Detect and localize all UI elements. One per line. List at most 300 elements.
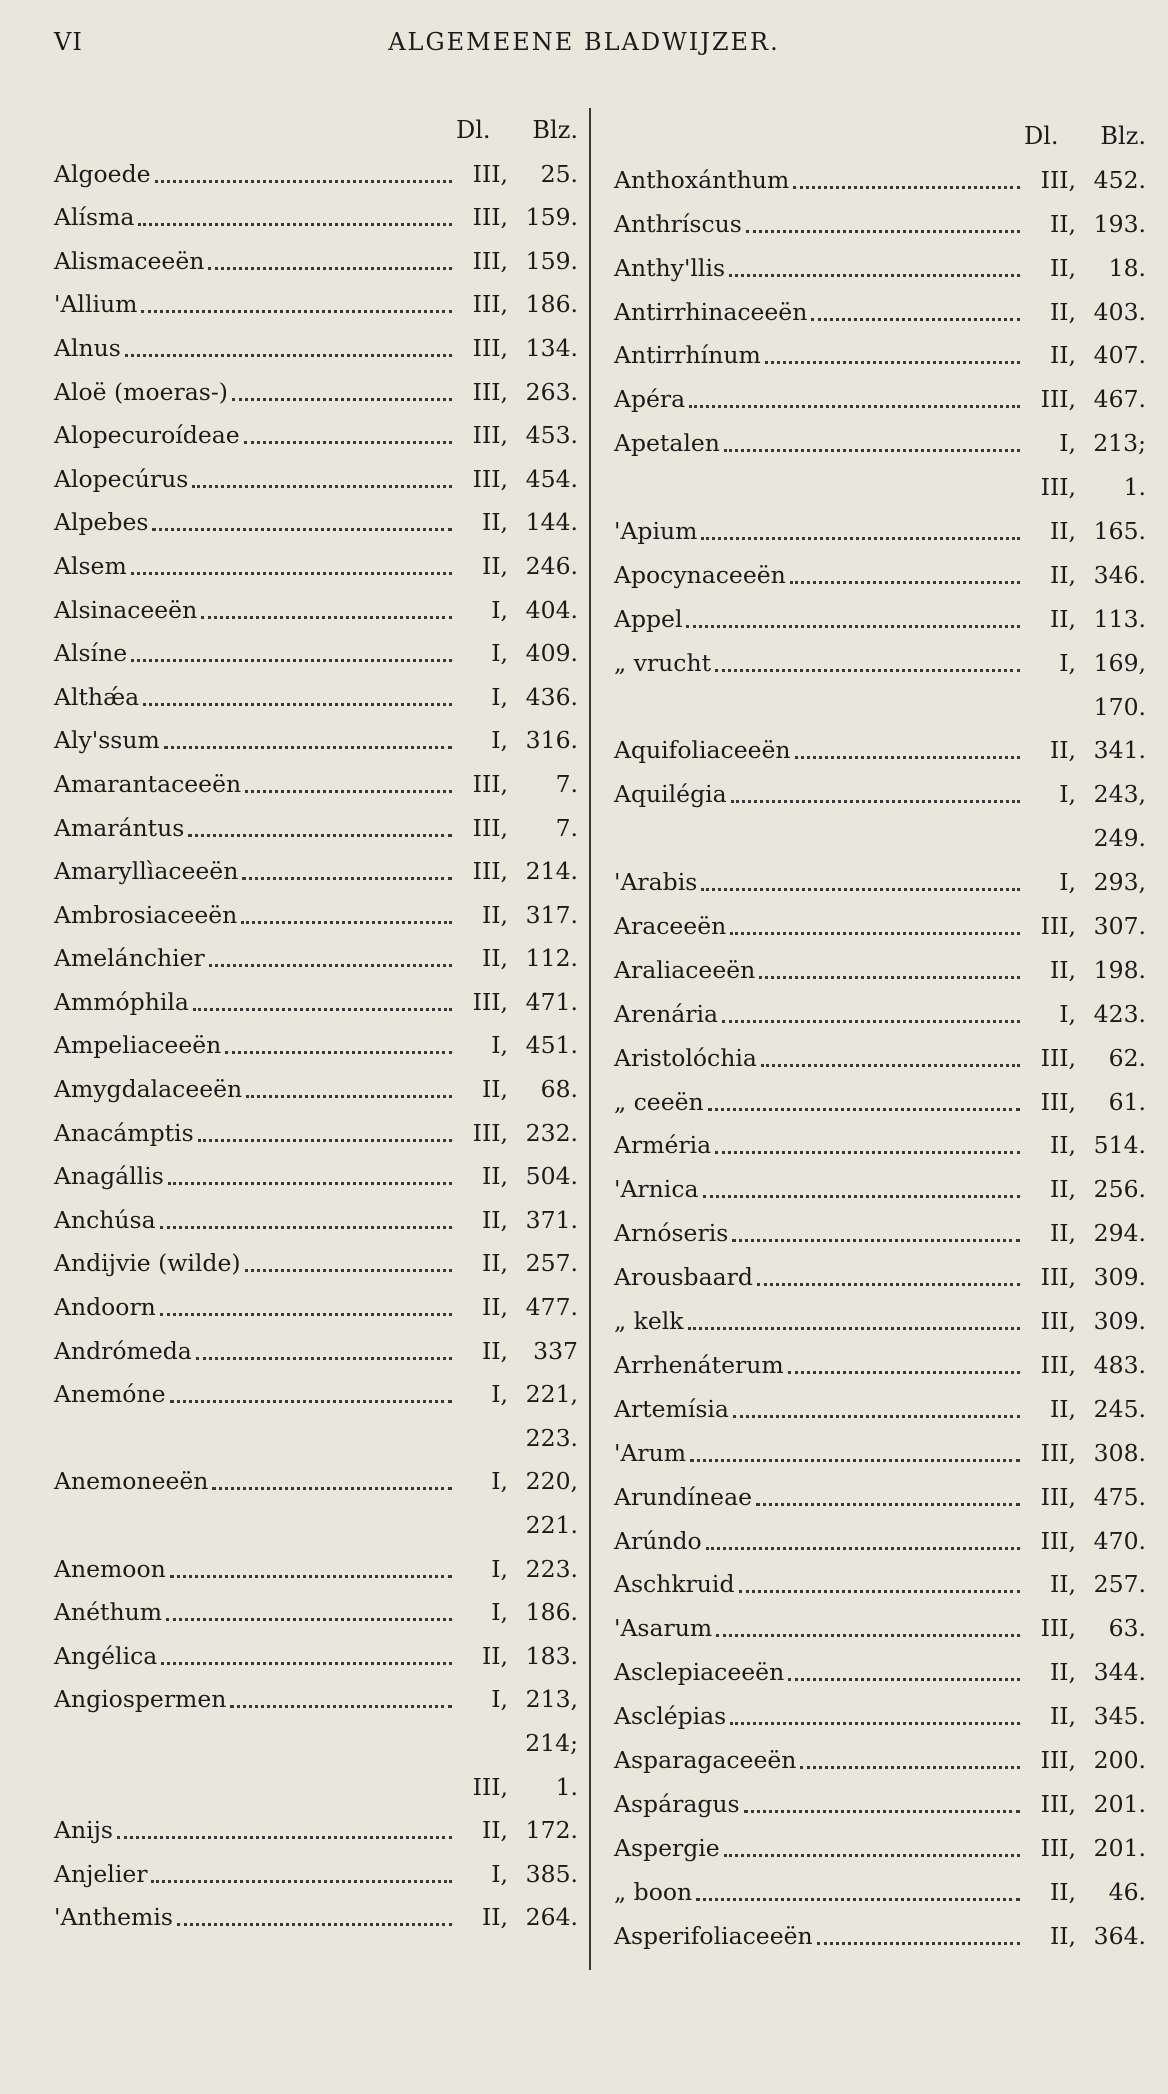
entry-volume: I, — [491, 726, 508, 755]
entry-volume: II, — [1049, 955, 1076, 984]
index-entry — [54, 1408, 578, 1452]
entry-volume: III, — [472, 1772, 508, 1801]
index-entry — [614, 896, 1146, 940]
leader-dots — [759, 975, 1020, 979]
entry-page: 309. — [1093, 1263, 1146, 1292]
entry-page: 246. — [525, 551, 578, 580]
entry-volume: III, — [472, 769, 508, 798]
leader-dots — [732, 1238, 1020, 1242]
entry-page: 309. — [1093, 1307, 1146, 1336]
entry-volume: I, — [491, 1598, 508, 1627]
index-entry — [54, 1888, 578, 1932]
entry-term: Anthy'llis — [614, 253, 726, 282]
leader-dots — [192, 484, 452, 488]
entry-page: 7. — [555, 813, 578, 842]
entry-volume: II, — [1049, 1702, 1076, 1731]
entry-page: 385. — [525, 1859, 578, 1888]
entry-term: Althǽa — [54, 682, 140, 711]
index-entry — [614, 1555, 1146, 1599]
entry-term: Alnus — [54, 333, 121, 362]
index-entry — [614, 808, 1146, 852]
entry-term: Amaryllìaceeën — [54, 857, 239, 886]
entry-page: 514. — [1093, 1131, 1146, 1160]
leader-dots — [811, 317, 1020, 321]
entry-term: Amarantaceeën — [54, 769, 242, 798]
entry-term: Alopecúrus — [54, 464, 189, 493]
entry-volume: III, — [1040, 1745, 1076, 1774]
entry-term: Anagállis — [54, 1162, 164, 1191]
leader-dots — [131, 571, 452, 575]
leader-dots — [208, 266, 452, 270]
entry-page: 1. — [555, 1772, 578, 1801]
entry-term: Alopecuroídeae — [54, 421, 240, 450]
entry-page: 423. — [1093, 999, 1146, 1028]
entry-volume: III, — [472, 1118, 508, 1147]
entry-page: 183. — [525, 1641, 578, 1670]
entry-term: Anéthum — [54, 1598, 163, 1627]
entry-volume: II, — [1049, 1131, 1076, 1160]
entry-page: 436. — [525, 682, 578, 711]
leader-dots — [166, 1617, 452, 1621]
entry-volume: II, — [1049, 341, 1076, 370]
entry-term: 'Arum — [614, 1438, 687, 1467]
index-entry — [54, 972, 578, 1016]
entry-page: 293, — [1093, 868, 1146, 897]
leader-dots — [170, 1399, 453, 1403]
heading-blz: Blz. — [532, 116, 578, 144]
entry-page: 223. — [525, 1554, 578, 1583]
index-entry — [614, 150, 1146, 194]
entry-page: 504. — [525, 1162, 578, 1191]
entry-volume: I, — [491, 595, 508, 624]
leader-dots — [141, 309, 452, 313]
index-entry — [54, 1801, 578, 1845]
index-entry — [54, 1234, 578, 1278]
entry-page: 144. — [525, 508, 578, 537]
entry-volume: II, — [1049, 209, 1076, 238]
heading-blz: Blz. — [1100, 122, 1146, 150]
index-entry — [54, 1452, 578, 1496]
leader-dots — [800, 1765, 1020, 1769]
index-entry — [54, 798, 578, 842]
index-entry — [614, 1072, 1146, 1116]
index-entry — [614, 1291, 1146, 1335]
index-column-right — [614, 112, 1146, 1950]
leader-dots — [788, 1370, 1020, 1374]
entry-term: Anjelier — [54, 1859, 148, 1888]
leader-dots — [242, 876, 452, 880]
index-entry — [54, 406, 578, 450]
entry-term: Arúndo — [614, 1526, 702, 1555]
index-entry — [54, 667, 578, 711]
index-entry — [614, 1818, 1146, 1862]
index-entry — [54, 362, 578, 406]
entry-term: 'Arabis — [614, 868, 698, 897]
entry-term: Andoorn — [54, 1293, 156, 1322]
index-entry — [614, 457, 1146, 501]
leader-dots — [244, 440, 452, 444]
index-entry — [614, 1511, 1146, 1555]
entry-page: 172. — [525, 1816, 578, 1845]
entry-term: Angiospermen — [54, 1685, 227, 1714]
entry-page: 371. — [525, 1205, 578, 1234]
index-entry — [54, 1495, 578, 1539]
entry-term: Ammóphila — [54, 987, 189, 1016]
leader-dots — [155, 179, 452, 183]
index-entry — [614, 1159, 1146, 1203]
entry-page: 243, — [1093, 780, 1146, 809]
index-entry — [614, 1730, 1146, 1774]
column-heading — [614, 112, 1146, 150]
index-entry — [54, 885, 578, 929]
entry-page: 214; — [525, 1728, 578, 1757]
entry-page: 63. — [1108, 1614, 1146, 1643]
entry-term: Anacámptis — [54, 1118, 194, 1147]
entry-volume: II, — [1049, 604, 1076, 633]
entry-term: Asclépias — [614, 1702, 727, 1731]
index-entry — [614, 501, 1146, 545]
index-entry — [54, 449, 578, 493]
entry-page: 221. — [525, 1511, 578, 1539]
index-entry — [614, 1642, 1146, 1686]
index-entry — [614, 1423, 1146, 1467]
entry-page: 294. — [1093, 1219, 1146, 1248]
entry-volume: II, — [1049, 736, 1076, 765]
index-entry — [54, 580, 578, 624]
leader-dots — [246, 1094, 452, 1098]
entry-term: Apetalen — [614, 429, 720, 458]
index-entry — [614, 326, 1146, 370]
entry-volume: II, — [481, 508, 508, 537]
entry-volume: III, — [472, 290, 508, 319]
entry-term: Araliaceeën — [614, 955, 756, 984]
entry-term: Alsem — [54, 551, 127, 580]
index-entry — [54, 624, 578, 668]
leader-dots — [188, 833, 452, 837]
entry-page: 364. — [1093, 1921, 1146, 1950]
entry-volume: III, — [472, 159, 508, 188]
entry-term: Aspergie — [614, 1833, 720, 1862]
entry-volume: I, — [491, 1467, 508, 1496]
entry-page: 346. — [1093, 560, 1146, 589]
entry-page: 61. — [1108, 1087, 1146, 1116]
leader-dots — [177, 1922, 452, 1926]
index-entry — [54, 1626, 578, 1670]
entry-volume: II, — [481, 1075, 508, 1104]
entry-page: 7. — [555, 769, 578, 798]
entry-page: 341. — [1093, 736, 1146, 765]
entry-term: Aquifoliaceeën — [614, 736, 791, 765]
entry-term: Aloë (moeras-) — [54, 377, 228, 406]
entry-volume: II, — [481, 900, 508, 929]
leader-dots — [212, 1486, 452, 1490]
entry-volume: II, — [481, 1903, 508, 1932]
entry-volume: III, — [1040, 473, 1076, 502]
leader-dots — [708, 1107, 1020, 1111]
heading-dl: Dl. — [456, 116, 491, 144]
entry-page: 165. — [1093, 517, 1146, 546]
entry-page: 170. — [1093, 692, 1146, 721]
entry-term: Antirrhinaceeën — [614, 297, 808, 326]
index-entry — [614, 282, 1146, 326]
leader-dots — [58, 1533, 452, 1534]
leader-dots — [688, 1326, 1020, 1330]
index-entry — [54, 1670, 578, 1714]
entry-term: Algoede — [54, 159, 151, 188]
leader-dots — [618, 715, 1020, 716]
entry-volume: II, — [1049, 1394, 1076, 1423]
entry-term: „ boon — [614, 1877, 693, 1906]
entry-volume: II, — [1049, 560, 1076, 589]
leader-dots — [733, 1414, 1020, 1418]
entry-term: Alísma — [54, 203, 135, 232]
entry-term: Alpebes — [54, 508, 149, 537]
entry-term: Anemoneeën — [54, 1467, 209, 1496]
index-entry — [54, 188, 578, 232]
entry-volume: II, — [1049, 1877, 1076, 1906]
entry-volume: I, — [1059, 780, 1076, 809]
index-entry — [54, 1147, 578, 1191]
index-entry — [614, 1598, 1146, 1642]
index-entry — [54, 1059, 578, 1103]
leader-dots — [724, 448, 1020, 452]
leader-dots — [138, 222, 452, 226]
entry-page: 409. — [525, 639, 578, 668]
entry-page: 263. — [525, 377, 578, 406]
leader-dots — [201, 615, 452, 619]
leader-dots — [689, 404, 1020, 408]
entry-page: 477. — [525, 1293, 578, 1322]
entry-page: 46. — [1108, 1877, 1146, 1906]
index-entry — [614, 589, 1146, 633]
entry-volume: II, — [1049, 253, 1076, 282]
entry-volume: III, — [472, 464, 508, 493]
index-entry — [54, 1757, 578, 1801]
index-entry — [54, 1844, 578, 1888]
index-entry — [54, 536, 578, 580]
entry-page: 307. — [1093, 912, 1146, 941]
entry-volume: III, — [1040, 165, 1076, 194]
leader-dots — [756, 1502, 1020, 1506]
page-number: VI — [54, 28, 83, 56]
leader-dots — [161, 1661, 452, 1665]
leader-dots — [152, 527, 452, 531]
entry-page: 1. — [1123, 473, 1146, 502]
entry-volume: II, — [1049, 1570, 1076, 1599]
entry-volume: II, — [1049, 1658, 1076, 1687]
entry-page: 25. — [540, 159, 578, 188]
index-entry — [54, 493, 578, 537]
entry-page: 345. — [1093, 1702, 1146, 1731]
entry-page: 221, — [525, 1380, 578, 1409]
entry-volume: II, — [481, 1641, 508, 1670]
index-entry — [54, 711, 578, 755]
entry-page: 257. — [525, 1249, 578, 1278]
index-entry — [54, 1016, 578, 1060]
leader-dots — [151, 1879, 452, 1883]
entry-term: Aschkruid — [614, 1570, 735, 1599]
entry-volume: III, — [472, 333, 508, 362]
entry-term: Alsíne — [54, 639, 128, 668]
entry-page: 113. — [1093, 604, 1146, 633]
entry-term: „ ceeën — [614, 1087, 704, 1116]
index-entry — [54, 1539, 578, 1583]
leader-dots — [225, 1050, 452, 1054]
entry-volume: III, — [1040, 1526, 1076, 1555]
leader-dots — [164, 745, 452, 749]
leader-dots — [761, 1063, 1020, 1067]
index-entry — [54, 1583, 578, 1627]
entry-page: 470. — [1093, 1526, 1146, 1555]
entry-term: Aspáragus — [614, 1789, 740, 1818]
entry-term: Arrhenáterum — [614, 1350, 784, 1379]
leader-dots — [241, 920, 452, 924]
entry-page: 344. — [1093, 1658, 1146, 1687]
entry-page: 308. — [1093, 1438, 1146, 1467]
index-entry — [54, 231, 578, 275]
leader-dots — [125, 353, 452, 357]
leader-dots — [739, 1589, 1021, 1593]
entry-page: 454. — [525, 464, 578, 493]
leader-dots — [686, 624, 1020, 628]
leader-dots — [790, 580, 1020, 584]
entry-page: 256. — [1093, 1175, 1146, 1204]
index-entry — [614, 1774, 1146, 1818]
leader-dots — [618, 495, 1020, 496]
entry-page: 404. — [525, 595, 578, 624]
entry-volume: II, — [481, 1205, 508, 1234]
index-entry — [54, 275, 578, 319]
entry-volume: I, — [1059, 999, 1076, 1028]
index-entry — [614, 764, 1146, 808]
index-entry — [54, 1321, 578, 1365]
entry-page: 316. — [525, 726, 578, 755]
leader-dots — [793, 185, 1020, 189]
entry-term: Araceeën — [614, 912, 727, 941]
entry-volume: II, — [1049, 1219, 1076, 1248]
column-heading — [54, 106, 578, 144]
entry-page: 245. — [1093, 1394, 1146, 1423]
entry-volume: I, — [491, 682, 508, 711]
index-column-left — [54, 106, 578, 1931]
entry-term: Arnóseris — [614, 1219, 729, 1248]
entry-volume: I, — [491, 1554, 508, 1583]
leader-dots — [706, 1546, 1020, 1550]
entry-page: 483. — [1093, 1350, 1146, 1379]
index-entry — [614, 677, 1146, 721]
entry-volume: III, — [472, 987, 508, 1016]
leader-dots — [696, 1897, 1020, 1901]
entry-term: Aristolóchia — [614, 1043, 757, 1072]
entry-page: 452. — [1093, 165, 1146, 194]
entry-page: 257. — [1093, 1570, 1146, 1599]
entry-volume: I, — [1059, 648, 1076, 677]
entry-term: „ vrucht — [614, 648, 712, 677]
leader-dots — [765, 360, 1020, 364]
index-entry — [614, 238, 1146, 282]
entry-volume: III, — [472, 813, 508, 842]
leader-dots — [715, 1150, 1020, 1154]
index-entry — [614, 1203, 1146, 1247]
index-entry — [54, 318, 578, 362]
leader-dots — [143, 702, 452, 706]
leader-dots — [58, 1751, 452, 1752]
index-entry — [614, 984, 1146, 1028]
index-entry — [54, 929, 578, 973]
entry-term: Amelánchier — [54, 944, 205, 973]
index-entry — [614, 1116, 1146, 1160]
entry-term: Anemóne — [54, 1380, 166, 1409]
entry-volume: II, — [481, 1249, 508, 1278]
entry-page: 337 — [533, 1336, 578, 1365]
leader-dots — [230, 1704, 452, 1708]
entry-volume: III, — [472, 421, 508, 450]
entry-page: 232. — [525, 1118, 578, 1147]
entry-term: Asperifoliaceeën — [614, 1921, 813, 1950]
entry-volume: II, — [1049, 297, 1076, 326]
index-entry — [54, 1365, 578, 1409]
entry-term: Asclepiaceeën — [614, 1658, 785, 1687]
leader-dots — [209, 963, 452, 967]
entry-term: Arenária — [614, 999, 719, 1028]
entry-page: 68. — [540, 1075, 578, 1104]
entry-page: 200. — [1093, 1745, 1146, 1774]
entry-term: Amarántus — [54, 813, 185, 842]
index-entry — [614, 1028, 1146, 1072]
entry-volume: I, — [491, 1685, 508, 1714]
entry-term: Arousbaard — [614, 1263, 753, 1292]
leader-dots — [245, 1268, 452, 1272]
index-entry — [54, 842, 578, 886]
entry-volume: I, — [491, 1859, 508, 1888]
entry-page: 201. — [1093, 1833, 1146, 1862]
index-entry — [614, 369, 1146, 413]
entry-term: Artemísia — [614, 1394, 729, 1423]
entry-term: Andrómeda — [54, 1336, 192, 1365]
entry-term: 'Apium — [614, 517, 698, 546]
leader-dots — [757, 1282, 1020, 1286]
index-entry — [54, 1103, 578, 1147]
leader-dots — [690, 1458, 1020, 1462]
entry-term: Anijs — [54, 1816, 113, 1845]
leader-dots — [729, 273, 1020, 277]
entry-term: Apocynaceeën — [614, 560, 786, 589]
entry-page: 453. — [525, 421, 578, 450]
entry-volume: III, — [1040, 1833, 1076, 1862]
entry-page: 451. — [525, 1031, 578, 1060]
entry-page: 471. — [525, 987, 578, 1016]
leader-dots — [58, 1446, 452, 1447]
entry-volume: III, — [1040, 1789, 1076, 1818]
leader-dots — [788, 1677, 1020, 1681]
index-entry — [614, 852, 1146, 896]
entry-term: Antirrhínum — [614, 341, 761, 370]
entry-volume: I, — [1059, 429, 1076, 458]
entry-page: 213, — [525, 1685, 578, 1714]
leader-dots — [817, 1941, 1020, 1945]
leader-dots — [131, 658, 452, 662]
entry-term: „ kelk — [614, 1307, 684, 1336]
index-entry — [614, 1467, 1146, 1511]
entry-volume: III, — [1040, 912, 1076, 941]
leader-dots — [196, 1356, 452, 1360]
column-divider — [589, 108, 591, 1970]
index-entry — [614, 1379, 1146, 1423]
leader-dots — [746, 229, 1020, 233]
entry-page: 159. — [525, 246, 578, 275]
entry-page: 220, — [525, 1467, 578, 1496]
entry-page: 186. — [525, 1598, 578, 1627]
